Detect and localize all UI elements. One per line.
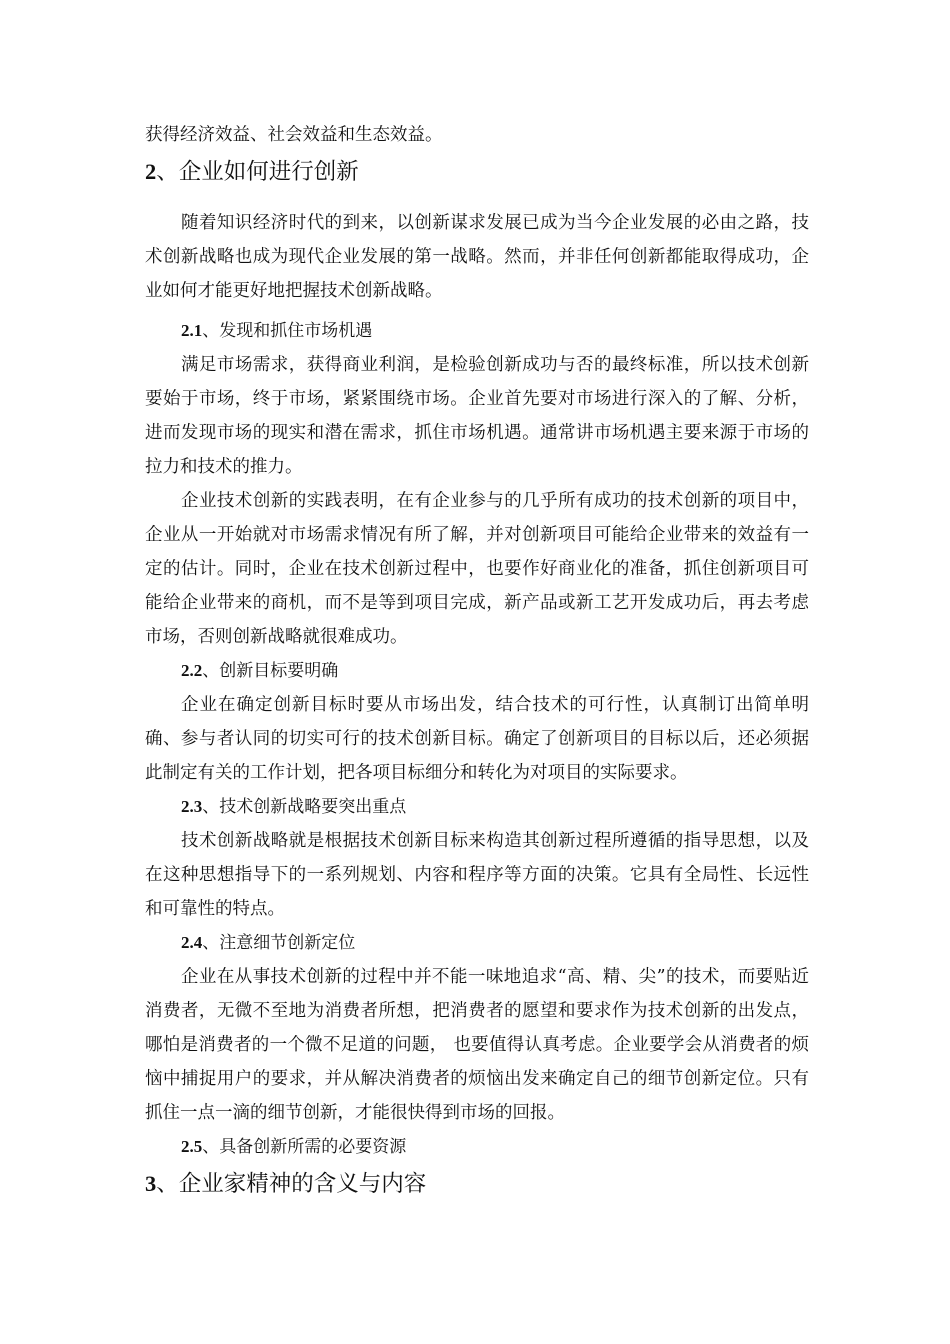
document-page [145,118,809,1204]
subsection-2-4-title: 、注意细节创新定位 [202,933,356,953]
subsection-2-1-paragraph-2: 企业技术创新的实践表明，在有企业参与的几乎所有成功的技术创新的项目中，企业从一开始就对市场需求情况有所了解，并对创新项目可能给企业带来的效益有一定的估计。同时，企业在技术创新过程中，也要作好商业化的准备，抓住创新项目可能给企业带来的商机，而不是等到项目完成，新产品或新工艺开发成功后，再去考虑市场，否则创新战略就很难成功。 [145,491,809,647]
section-3-heading [145,1164,809,1204]
subsection-2-3-paragraph: 技术创新战略就是根据技术创新目标来构造其创新过程所遵循的指导思想，以及在这种思想指导下的一系列规划、内容和程序等方面的决策。它具有全局性、长远性和可靠性的特点。 [145,831,809,919]
subsection-2-1-number: 2.1 [181,321,203,340]
subsection-2-2-title: 、创新目标要明确 [202,661,339,681]
section-2-paragraph: 随着知识经济时代的到来，以创新谋求发展已成为当今企业发展的必由之路，技术创新战略也成为现代企业发展的第一战略。然而，并非任何创新都能取得成功，企业如何才能更好地把握技术创新战略。 [145,213,809,301]
subsection-2-2-heading [145,654,809,688]
section-2-heading [145,152,809,192]
subsection-2-4-number: 2.4 [181,933,203,952]
section-3-title: 、企业家精神的含义与内容 [156,1171,427,1197]
intro-tail-paragraph: 获得经济效益、社会效益和生态效益。 [145,125,443,145]
section-2-number: 2 [145,159,157,184]
subsection-2-3-heading [145,790,809,824]
subsection-2-5-number: 2.5 [181,1137,203,1156]
subsection-2-4-heading [145,926,809,960]
subsection-2-3-number: 2.3 [181,797,203,816]
section-3-number: 3 [145,1171,157,1196]
section-2-title: 、企业如何进行创新 [156,159,359,185]
subsection-2-5-title: 、具备创新所需的必要资源 [202,1137,407,1157]
subsection-2-1-paragraph-1: 满足市场需求，获得商业利润，是检验创新成功与否的最终标准，所以技术创新要始于市场，终于市场，紧紧围绕市场。企业首先要对市场进行深入的了解、分析，进而发现市场的现实和潜在需求，抓住市场机遇。通常讲市场机遇主要来源于市场的拉力和技术的推力。 [145,355,809,477]
subsection-2-5-heading [145,1130,809,1164]
subsection-2-1-heading [145,314,809,348]
subsection-2-2-paragraph: 企业在确定创新目标时要从市场出发，结合技术的可行性，认真制订出简单明确、参与者认同的切实可行的技术创新目标。确定了创新项目的目标以后，还必须据此制定有关的工作计划，把各项目标细分和转化为对项目的实际要求。 [145,695,809,783]
subsection-2-1-title: 、发现和抓住市场机遇 [202,321,373,341]
subsection-2-4-paragraph: 企业在从事技术创新的过程中并不能一味地追求“高、精、尖”的技术，而要贴近消费者，无微不至地为消费者所想，把消费者的愿望和要求作为技术创新的出发点，哪怕是消费者的一个微不足道的问题， 也要值得认真考虑。企业要学会从消费者的烦恼中捕捉用户的要求，并从解决消费者的烦恼出发来确定自己的细节创新定位。只有抓住一点一滴的细节创新，才能很快得到市场的回报。 [145,967,809,1123]
subsection-2-2-number: 2.2 [181,661,203,680]
subsection-2-3-title: 、技术创新战略要突出重点 [202,797,407,817]
